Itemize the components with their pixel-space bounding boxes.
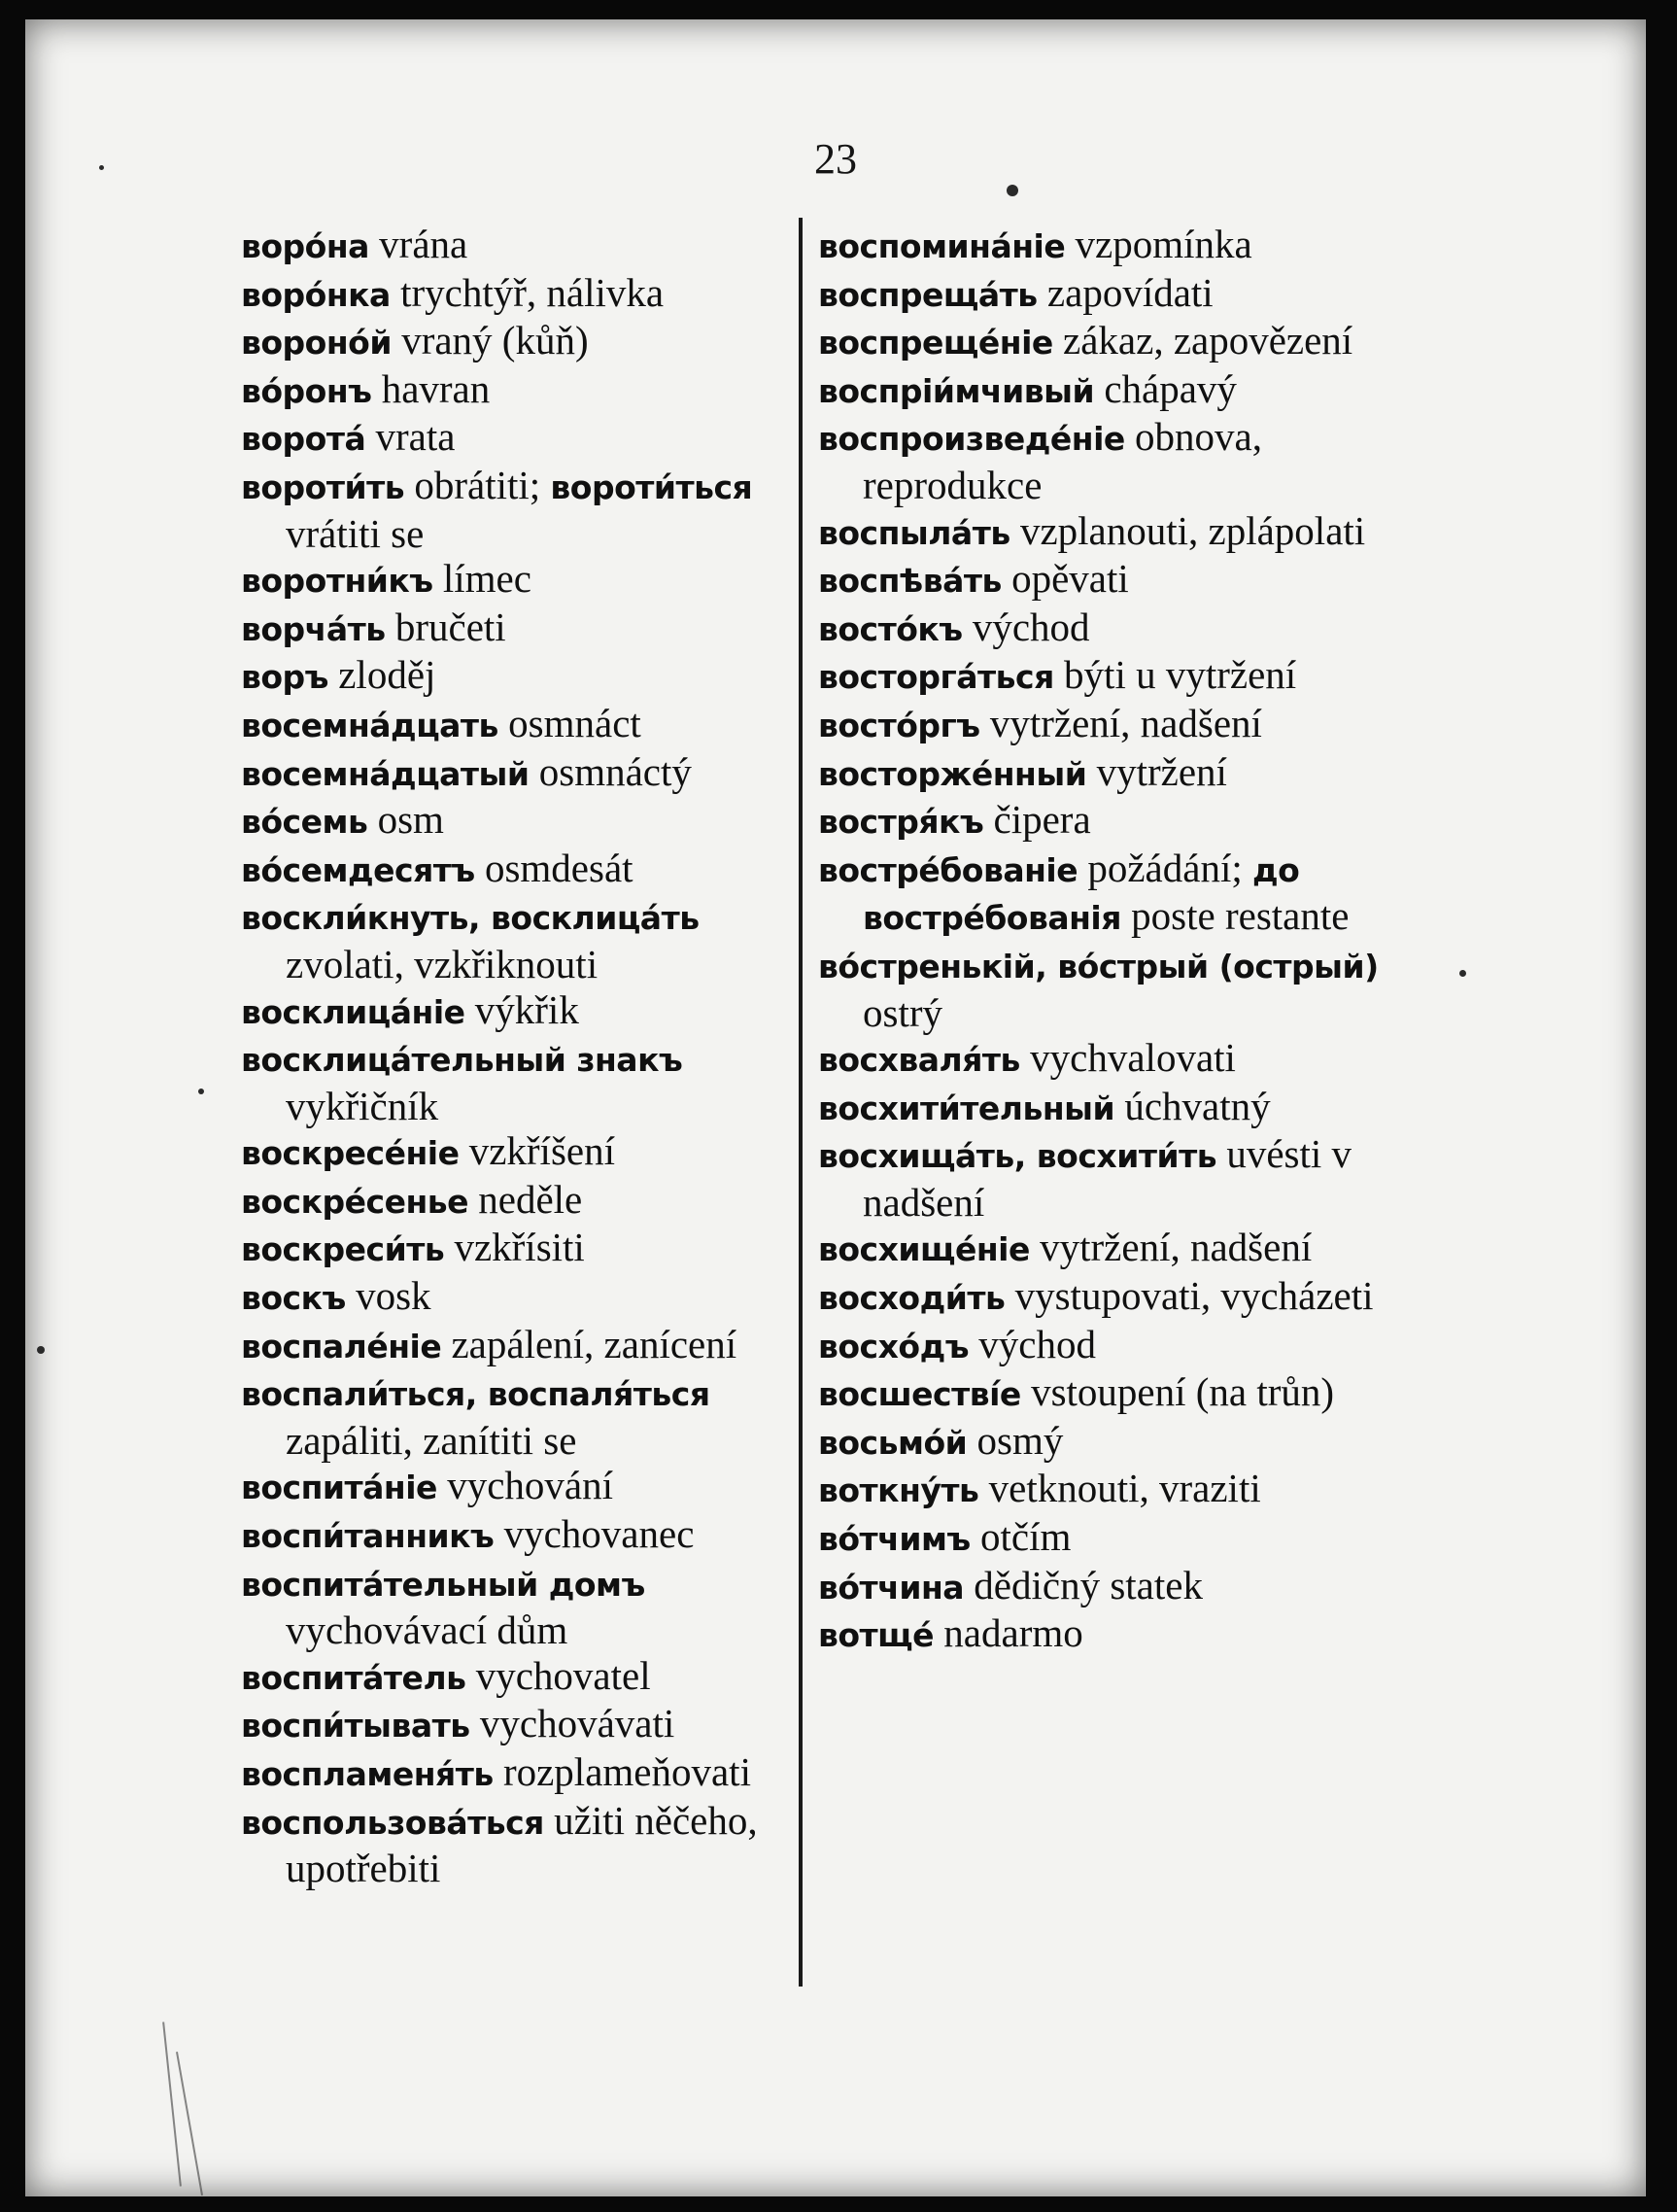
headword: воскре́сенье [241,1182,469,1221]
translation: vzpomínka [1075,222,1252,266]
translation: osmnáctý [538,748,692,794]
dictionary-entry [241,1463,785,1511]
headword: воскъ [241,1279,346,1318]
dictionary-entry [241,318,785,366]
dictionary-entry [818,1131,1391,1225]
translation: vytržení [1096,748,1227,794]
dictionary-entry [241,1798,785,1891]
dictionary-entry [818,1610,1391,1659]
translation: čipera [993,797,1091,843]
translation: vytržení, nadšení [989,700,1262,745]
headword: вороно́й [241,324,392,363]
translation: užiti něčeho, upotřebiti [286,1797,758,1891]
translation: poste restante [1131,893,1350,939]
translation: osmý [976,1417,1064,1463]
headword: вороти́ться [550,467,753,506]
dictionary-entry [241,893,785,986]
headword: воскресе́ніе [241,1134,460,1173]
translation: osmdesát [484,845,633,890]
headword: во́стренькій, во́стрый (острый) [818,947,1379,985]
translation: vykřičník [286,1083,439,1128]
translation: opěvati [1011,556,1129,602]
translation: trychtýř, nálivka [400,269,665,315]
dictionary-entry [818,1084,1391,1132]
headword: востре́бованіе [818,850,1078,889]
dictionary-entry [818,1273,1391,1322]
translation: požádání; [1087,845,1243,890]
dictionary-entry [818,508,1391,557]
translation: vychovávací dům [286,1607,568,1653]
headword: воръ [241,658,328,697]
dictionary-entry [818,1563,1391,1611]
headword: воспи́танникъ [241,1517,495,1556]
dictionary-entry [241,846,785,894]
translation: vychovatel [475,1652,651,1698]
dictionary-entry [818,652,1391,701]
translation: vstoupení (na trůn) [1031,1369,1335,1415]
translation: vzkříšení [468,1128,615,1174]
translation: uvésti v nadšení [863,1131,1352,1225]
dictionary-entry [241,1322,785,1370]
translation: rozplameňovati [502,1749,751,1794]
translation: vrátiti se [286,510,425,556]
dictionary-entry [818,797,1391,846]
translation: osm [377,797,444,843]
translation: vzplanouti, zplápolati [1019,507,1366,553]
translation: vzkřísiti [454,1225,585,1270]
translation: zapovídati [1046,269,1214,315]
translation: havran [381,365,491,411]
translation: vychovávati [479,1701,675,1746]
dictionary-entry [818,270,1391,319]
translation: vychvalovati [1030,1035,1236,1081]
headword: воротни́къ [241,562,433,601]
dictionary-entry [241,652,785,701]
translation: vytržení, nadšení [1040,1225,1313,1270]
scan-speck [37,1346,45,1354]
translation: býti u vytržení [1064,652,1297,698]
headword: восемна́дцать [241,706,498,744]
headword: восклица́тельный знакъ [241,1041,683,1080]
headword: воспомина́ніе [818,227,1066,265]
headword: восхити́тельный [818,1089,1115,1127]
dictionary-entry [818,605,1391,653]
dictionary-entry [241,1035,785,1128]
headword: воспользова́ться [241,1803,544,1842]
dictionary-entry [241,1749,785,1798]
headword: воро́нка [241,275,391,314]
headword: ворча́ть [241,609,386,648]
dictionary-entry [818,1035,1391,1084]
scan-speck [198,1089,204,1094]
dictionary-entry [241,366,785,415]
headword: воткну́ть [818,1471,979,1510]
dictionary-entry [241,1560,785,1653]
dictionary-entry [241,1128,785,1177]
headword: воскли́кнуть, восклица́ть [241,899,700,938]
dictionary-entry [241,1177,785,1226]
headword: воспріи́мчивый [818,371,1095,410]
headword: восемна́дцатый [241,754,530,793]
dictionary-entry [818,1514,1391,1563]
translation: úchvatný [1124,1083,1271,1128]
headword: восклица́ніе [241,992,465,1031]
headword: во́тчина [818,1568,965,1607]
headword: воспреща́ть [818,275,1038,314]
headword: воскреси́ть [241,1230,445,1269]
headword: воро́на [241,227,369,265]
translation: východ [978,1321,1096,1366]
dictionary-entry [241,1225,785,1273]
translation: vystupovati, vycházeti [1014,1273,1374,1319]
dictionary-entry [241,1369,785,1463]
translation: zapálení, zanícení [451,1321,737,1366]
dictionary-entry [818,942,1391,1035]
translation: vetknouti, vraziti [988,1466,1261,1511]
translation: výkřik [474,986,579,1032]
dictionary-entry [818,846,1391,942]
headword: во́тчимъ [818,1520,971,1559]
headword: воспале́ніе [241,1327,442,1365]
translation: neděle [478,1176,583,1222]
scan-speck [1459,970,1466,977]
translation: východ [972,604,1090,649]
dictionary-entry [818,1418,1391,1467]
dictionary-entry [241,1653,785,1702]
headword: воспламеня́ть [241,1755,494,1793]
translation: vychování [447,1463,613,1508]
translation: vraný (kůň) [401,318,589,363]
left-column [241,222,785,1891]
headword: ворота́ [241,420,366,459]
dictionary-entry [241,556,785,605]
translation: osmnáct [508,700,641,745]
headword: восхища́ть, восхити́ть [818,1137,1217,1176]
translation: zvolati, vzkřiknouti [286,941,599,986]
translation: bručeti [394,604,506,649]
scan-speck [99,165,104,170]
headword: воспѣва́ть [818,562,1002,601]
headword: во́ронъ [241,371,372,410]
headword: восьмо́й [818,1423,968,1462]
dictionary-entry [818,366,1391,415]
dictionary-entry [818,1369,1391,1418]
headword: во́семдесятъ [241,850,475,889]
translation: vosk [356,1273,431,1319]
scan-scratch [162,2022,182,2186]
translation: nadarmo [943,1610,1083,1656]
dictionary-entry [241,605,785,653]
dictionary-entry [241,222,785,270]
headword: воспита́тельный домъ [241,1565,645,1604]
translation: vrata [375,414,456,460]
scan-speck [1007,185,1018,196]
headword: восторга́ться [818,658,1054,697]
headword: воспреще́ніе [818,324,1053,363]
translation: chápavý [1104,365,1237,411]
headword: восшестві́е [818,1375,1021,1414]
translation: zloděj [338,652,436,698]
dictionary-entry [241,1701,785,1749]
translation: obnova, reprodukce [863,414,1262,507]
dictionary-entry [818,1466,1391,1514]
translation: otčím [979,1514,1072,1560]
dictionary-entry [818,1322,1391,1370]
column-divider [799,218,803,1987]
headword: вороти́ть [241,467,405,506]
dictionary-entry [241,1273,785,1322]
translation: vychovanec [503,1511,695,1557]
dictionary-entry [241,270,785,319]
dictionary-entry [818,749,1391,798]
headword: востря́къ [818,803,984,842]
page-number: 23 [814,135,857,183]
dictionary-entry [241,797,785,846]
dictionary-entry [818,318,1391,366]
headword: воспи́тывать [241,1707,470,1745]
translation: obrátiti; [414,462,541,507]
translation: vrána [379,222,468,266]
dictionary-entry [241,1511,785,1560]
dictionary-entry [241,749,785,798]
dictionary-entry [241,987,785,1036]
headword: восхо́дъ [818,1327,970,1365]
translation: ostrý [863,989,942,1035]
headword: вотще́ [818,1616,935,1655]
dictionary-entry [818,414,1391,507]
headword: восхваля́ть [818,1041,1020,1080]
dictionary-page [25,19,1646,2196]
headword: восходи́ть [818,1279,1006,1318]
headword: воспита́тель [241,1658,466,1697]
headword: воспроизведе́ніе [818,420,1125,459]
dictionary-entry [241,463,785,556]
dictionary-entry [818,556,1391,605]
dictionary-entry [818,701,1391,749]
translation: dědičný statek [974,1562,1203,1607]
dictionary-entry [818,1225,1391,1273]
dictionary-entry [241,414,785,463]
headword: восто́къ [818,609,963,648]
headword: воспыла́ть [818,513,1010,552]
translation: zákaz, zapovězení [1063,318,1353,363]
headword: во́семь [241,803,368,842]
headword: восто́ргъ [818,706,980,744]
dictionary-entry [818,222,1391,270]
headword: воспали́ться, воспаля́ться [241,1375,710,1414]
headword: восторже́нный [818,754,1087,793]
translation: zapáliti, zanítiti se [286,1417,577,1463]
dictionary-entry [241,701,785,749]
right-column [818,222,1391,1659]
headword: воспита́ніе [241,1469,437,1507]
headword: до востре́бованія [863,850,1300,938]
headword: восхище́ніе [818,1230,1030,1269]
translation: límec [442,556,531,602]
